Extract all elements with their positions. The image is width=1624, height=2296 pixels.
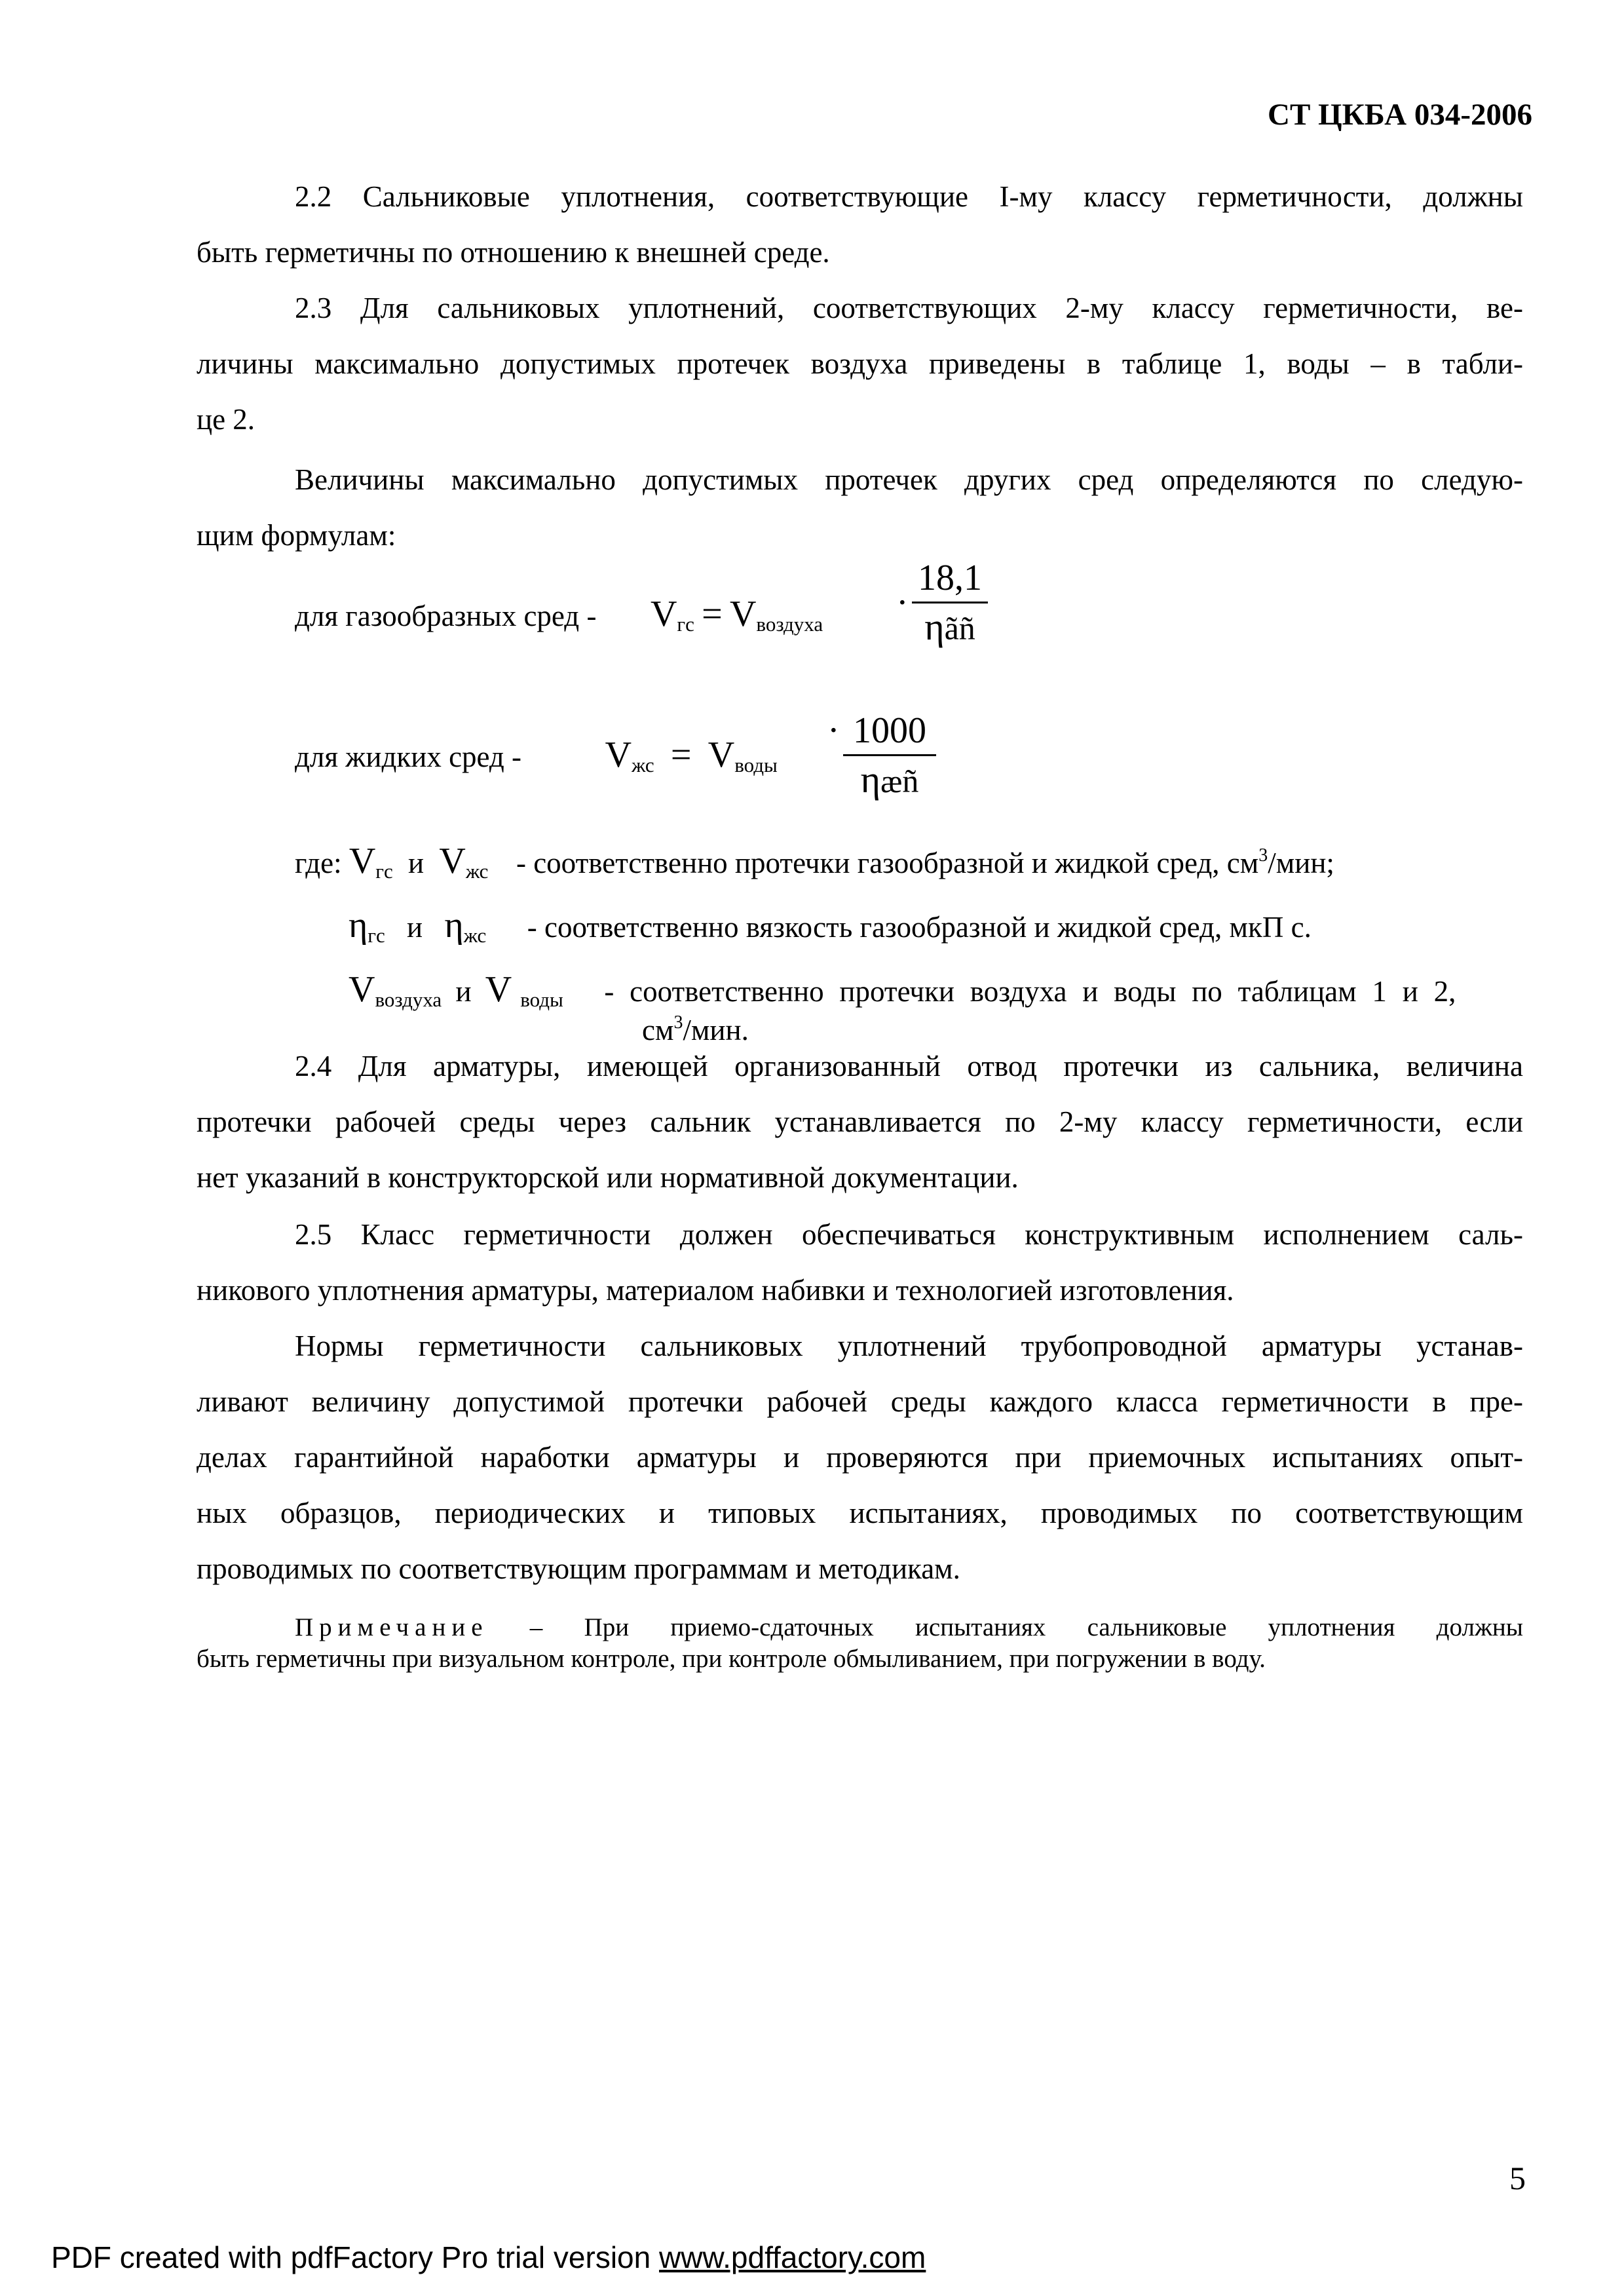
variable-v: V <box>439 841 466 881</box>
text-line: щим формулам: <box>197 519 396 552</box>
definition-text: - соответственно протечки воздуха и воды по таблицам 1 и 2, <box>604 975 1456 1008</box>
where-line-2 <box>349 904 1312 947</box>
eta-symbol: η <box>349 905 368 946</box>
denominator <box>912 603 988 649</box>
definition-text: /мин; <box>1268 847 1334 879</box>
subscript: воды <box>520 988 563 1011</box>
subscript: æñ <box>880 763 919 799</box>
note-label: Примечание <box>295 1613 489 1641</box>
subscript: жс <box>632 754 654 776</box>
page-number: 5 <box>1509 2160 1526 2196</box>
document-code: СТ ЦКБА 034-2006 <box>1268 98 1532 132</box>
note-line <box>197 1612 1523 1643</box>
definition-text: /мин. <box>683 1014 749 1046</box>
subscript: жс <box>463 924 487 947</box>
paragraph-2-2 <box>197 169 1523 280</box>
definition-text: см <box>642 1014 674 1046</box>
conjunction: и <box>455 975 472 1008</box>
definition-text: с. <box>1283 911 1312 944</box>
variable-v: V <box>708 735 735 775</box>
text-line: никового уплотнения арматуры, материалом набивки и технологией изготовления. <box>197 1274 1234 1307</box>
equals-sign: = <box>702 594 723 634</box>
superscript: 3 <box>1258 845 1268 866</box>
text-line: личины максимально допустимых протечек воздуха приведены в таблице 1, воды – в табли- <box>197 347 1523 380</box>
numerator: 1000 <box>843 710 936 756</box>
eta-symbol: η <box>444 905 464 946</box>
numerator: 18,1 <box>912 557 988 603</box>
definition-text: - соответственно протечки газообразной и жидкой сред, см <box>516 847 1259 879</box>
text-line: протечки рабочей среды через сальник устанавливается по 2-му классу герметичности, если <box>197 1105 1523 1138</box>
paragraph-2-3 <box>197 280 1523 448</box>
definition-text: - соответственно вязкость газообразной и жидкой сред, мкП <box>527 911 1284 944</box>
formula-gas <box>295 593 823 636</box>
text-line: быть герметичны по отношению к внешней среде. <box>197 236 830 269</box>
multiply-dot: · <box>827 710 840 751</box>
subscript: жс <box>465 860 489 883</box>
text-line: Величины максимально допустимых протечек других сред определяются по следую- <box>295 463 1523 496</box>
text-line: Нормы герметичности сальниковых уплотнений трубопроводной арматуры устанав- <box>295 1330 1523 1362</box>
formula-liquid <box>295 734 778 777</box>
variable-v: V <box>605 735 632 775</box>
note-line: быть герметичны при визуальном контроле, при контроле обмыливанием, при погружении в воду. <box>197 1645 1266 1673</box>
pdf-footer <box>51 2240 926 2275</box>
where-line-1 <box>295 840 1334 883</box>
fraction-liquid <box>843 710 936 801</box>
subscript: гс <box>368 924 385 947</box>
subscript: воздуха <box>375 988 442 1011</box>
variable-v: V <box>650 594 677 634</box>
text-line: 2.4 Для арматуры, имеющей организованный отвод протечки из сальника, величина <box>295 1050 1523 1082</box>
where-line-3 <box>349 968 1456 1012</box>
text-line: 2.5 Класс герметичности должен обеспечиваться конструктивным исполнением саль- <box>295 1218 1523 1251</box>
fraction-gas <box>912 557 988 649</box>
variable-v: V <box>729 594 757 634</box>
eta-symbol: η <box>924 605 945 648</box>
equals-sign: = <box>670 735 692 775</box>
text-line: ливают величину допустимой протечки рабочей среды каждого класса герметичности в пре- <box>197 1385 1523 1418</box>
where-prefix: где: <box>295 847 342 879</box>
subscript: гс <box>677 613 694 636</box>
subscript: гс <box>375 860 393 883</box>
subscript: воздуха <box>756 613 823 636</box>
eta-symbol: η <box>860 758 880 801</box>
conjunction: и <box>408 847 425 879</box>
text-line: 2.2 Сальниковые уплотнения, соответствующие I-му классу герметичности, должны <box>295 180 1523 213</box>
denominator <box>843 756 936 801</box>
text-line: нет указаний в конструкторской или нормативной документации. <box>197 1161 1019 1194</box>
formula-label: для газообразных сред - <box>295 600 597 632</box>
superscript: 3 <box>673 1012 683 1033</box>
paragraph-2-4 <box>197 1039 1523 1206</box>
text-line: 2.3 Для сальниковых уплотнений, соответствующих 2-му классу герметичности, ве- <box>295 292 1523 324</box>
variable-v: V <box>349 841 376 881</box>
variable-v: V <box>349 969 375 1010</box>
note-text: – При приемо-сдаточных испытаниях сальниковые уплотнения должны <box>488 1613 1523 1641</box>
paragraph-norms <box>197 1318 1523 1597</box>
paragraph-2-5 <box>197 1207 1523 1318</box>
text-line: проводимых по соответствующим программам и методикам. <box>197 1552 960 1585</box>
text-line: делах гарантийной наработки арматуры и проверяются при приемочных испытаниях опыт- <box>197 1441 1523 1474</box>
formula-label: для жидких сред - <box>295 740 522 773</box>
note <box>197 1612 1523 1675</box>
footer-text: PDF created with pdfFactory Pro trial version <box>51 2240 659 2274</box>
variable-v: V <box>485 969 521 1010</box>
footer-link[interactable]: www.pdffactory.com <box>659 2240 926 2274</box>
text-line: це 2. <box>197 403 255 436</box>
subscript: воды <box>734 754 778 776</box>
text-line: ных образцов, периодических и типовых испытаниях, проводимых по соответствующим <box>197 1497 1523 1529</box>
conjunction: и <box>407 911 423 944</box>
subscript: ãñ <box>944 610 975 647</box>
multiply-dot: · <box>896 583 909 623</box>
paragraph-formulas-intro <box>197 452 1523 564</box>
